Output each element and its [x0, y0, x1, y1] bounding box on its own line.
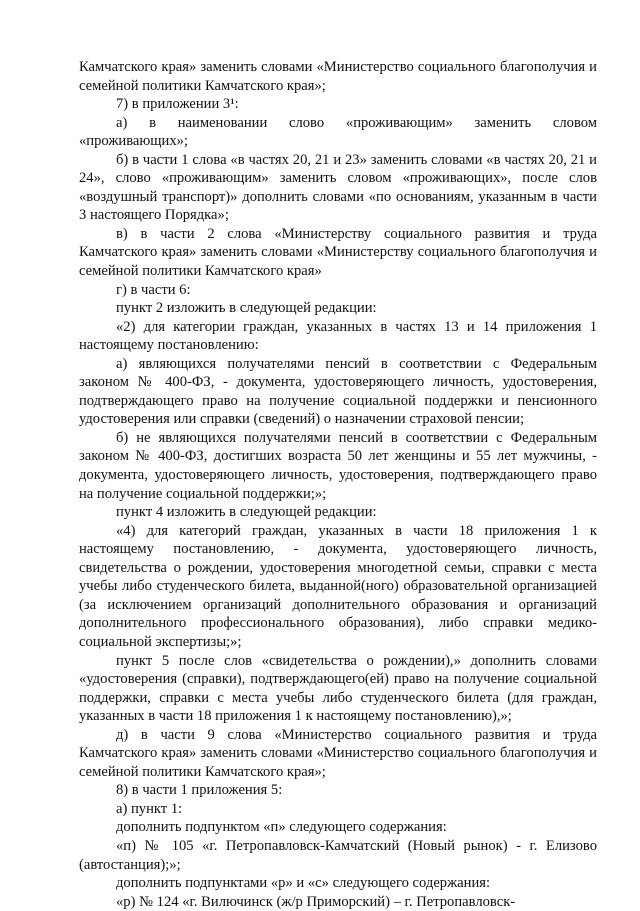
paragraph-add-subpoint-p: дополнить подпунктом «п» следующего содержания:: [116, 819, 447, 836]
paragraph-subpoint-r: «р) № 124 «г. Вилючинск (ж/р Приморский) – г. Петропавловск-: [116, 893, 516, 910]
paragraph-item-8a: а) пункт 1:: [116, 800, 183, 817]
paragraph-point-4: «4) для категорий граждан, указанных в части 18 приложения 1 к настоящему постановлению, - документа, удостоверяющего личность, свидетельства о рождении, удостоверения многодетной семьи, справки с места учебы либо студенческого билета, выданной(ного) образовательной организацией (за исключением организаций дополнительного образования и организаций дополнительного профессионального образования), либо справки медико-социальной экспертизы;»;: [79, 522, 597, 650]
paragraph-add-subpoints-r-s: дополнить подпунктами «р» и «с» следующего содержания:: [116, 875, 491, 892]
paragraph-point-5: пункт 5 после слов «свидетельства о рождении),» дополнить словами «удостоверения (справки), подтверждающего(ей) право на получение социальной поддержки, справки с места учебы либо студенческого билета (для граждан, указанных в части 18 приложения 1 к настоящему постановлению),»;: [79, 652, 597, 725]
paragraph-subpoint-p: «п) № 105 «г. Петропавловск-Камчатский (Новый рынок) - г. Елизово (автостанция);»;: [79, 837, 597, 873]
paragraph-point-2b: б) не являющихся получателями пенсий в соответствии с Федеральным законом № 400-ФЗ, достигших возраста 50 лет женщины и 55 лет мужчины, - документа, удостоверяющего личность, удостоверения, подтверждающего право на получение социальной поддержки;»;: [79, 429, 597, 502]
paragraph-item-7v: в) в части 2 слова «Министерству социального развития и труда Камчатского края» заменить словами «Министерству социального благополучия и семейной политики Камчатского края»: [79, 225, 597, 280]
paragraph-item-7a: а) в наименовании слово «проживающим» заменить словом «проживающих»;: [79, 114, 597, 150]
paragraph-item-8: 8) в части 1 приложения 5:: [116, 782, 283, 799]
paragraph-continuation: Камчатского края» заменить словами «Министерство социального благополучия и семейной политики Камчатского края»;: [79, 59, 597, 94]
document-body: [79, 58, 597, 911]
paragraph-point-2-intro: пункт 2 изложить в следующей редакции:: [116, 300, 377, 317]
paragraph-item-7b: б) в части 1 слова «в частях 20, 21 и 23» заменить словами «в частях 20, 21 и 24», слово «проживающим» заменить словом «проживающих», после слов «воздушный транспорт)» дополнить словами «по основаниям, указанным в части 3 настоящего Порядка»;: [79, 151, 597, 224]
paragraph-point-2: «2) для категории граждан, указанных в частях 13 и 14 приложения 1 настоящему постановлению:: [79, 318, 597, 354]
paragraph-item-7d: д) в части 9 слова «Министерство социального развития и труда Камчатского края» заменить словами «Министерство социального благополучия и семейной политики Камчатского края»;: [79, 726, 597, 780]
paragraph-item-7g: г) в части 6:: [116, 281, 191, 298]
paragraph-point-2a: а) являющихся получателями пенсий в соответствии с Федеральным законом № 400-ФЗ, - документа, удостоверяющего личность, удостоверения, подтверждающего право на получение социальной поддержки и пенсионного удостоверения или справки (сведений) о назначении страховой пенсии;: [79, 355, 597, 428]
paragraph-item-7: 7) в приложении 3¹:: [116, 96, 239, 113]
paragraph-point-4-intro: пункт 4 изложить в следующей редакции:: [116, 504, 377, 521]
